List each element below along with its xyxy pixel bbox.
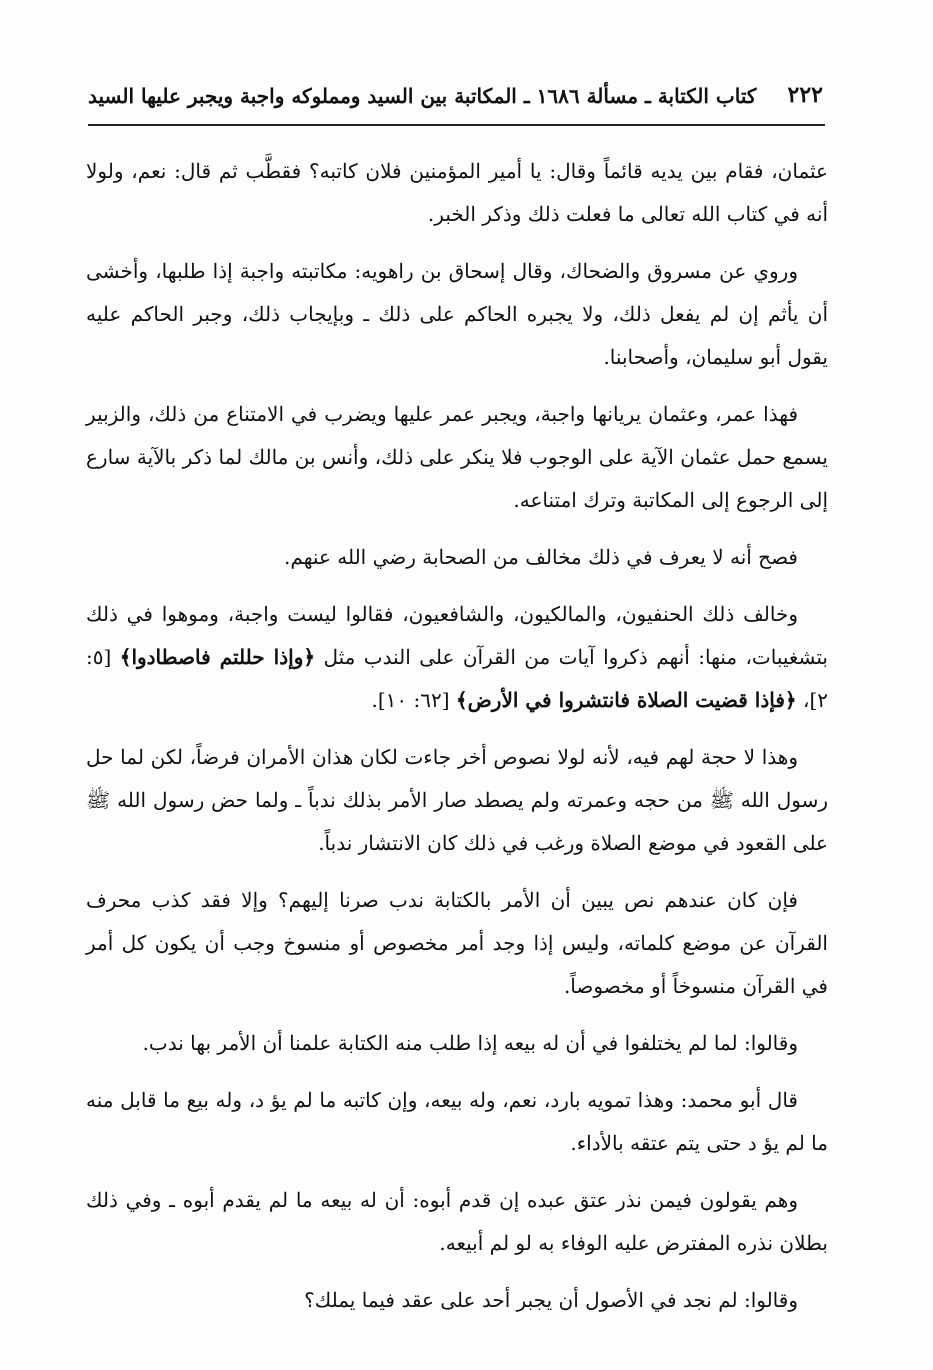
page-number: ٢٢٢	[787, 82, 823, 108]
verse-ref-1: [٥: ٢]،	[86, 645, 828, 712]
paragraph-3: فهذا عمر، وعثمان يريانها واجبة، ويجبر عمر عليها ويضرب في الامتناع من ذلك، والزبير يسمع حمل عثمان الآية على الوجوب فلا ينكر على ذلك، وأنس بن مالك لما ذكر بالآية سارع إلى الرجوع إلى المكاتبة وترك امتناعه.	[86, 402, 828, 512]
page-body	[86, 150, 828, 1336]
paragraph-7: فإن كان عندهم نص يبين أن الأمر بالكتابة ندب صرنا إليهم؟ وإلا فقد كذب محرف القرآن عن موضع كلماته، وليس إذا وجد أمر مخصوص أو منسوخ وجب أن يكون كل أمر في القرآن منسوخاً أو مخصوصاً.	[86, 888, 828, 998]
paragraph-4: فصح أنه لا يعرف في ذلك مخالف من الصحابة رضي الله عنهم.	[284, 545, 798, 569]
paragraph-1: عثمان، فقام بين يديه قائماً وقال: يا أمير المؤمنين فلان كاتبه؟ فقطَّب ثم قال: نعم، ولولا أنه في كتاب الله تعالى ما فعلت ذلك وذكر الخبر.	[86, 159, 828, 226]
paragraph-11: وقالوا: لم نجد في الأصول أن يجبر أحد على عقد فيما يملك؟	[304, 1288, 798, 1312]
paragraph-9: قال أبو محمد: وهذا تمويه بارد، نعم، وله بيعه، وإن كاتبه ما لم يؤ د، وله بيع ما قابل منه ما لم يؤ د حتى يتم عتقه بالأداء.	[86, 1088, 828, 1155]
paragraph-10: وهم يقولون فيمن نذر عتق عبده إن قدم أبوه: أن له بيعه ما لم يقدم أبوه ـ وفي ذلك بطلان نذره المفترض عليه الوفاء به لو لم أبيعه.	[86, 1188, 828, 1255]
paragraph-5	[86, 593, 828, 722]
quran-verse-1: ﴿وإذا حللتم فاصطادوا﴾	[119, 645, 316, 669]
paragraph-2: وروي عن مسروق والضحاك، وقال إسحاق بن راهويه: مكاتبته واجبة إذا طلبها، وأخشى أن يأثم إن لم يفعل ذلك، ولا يجبره الحاكم على ذلك ـ وبإيجاب ذلك، وجبر الحاكم عليه يقول أبو سليمان، وأصحابنا.	[86, 259, 828, 369]
verse-ref-2: [٦٢: ١٠].	[371, 688, 456, 712]
running-title: كتاب الكتابة ـ مسألة ١٦٨٦ ـ المكاتبة بين السيد ومملوكه واجبة ويجبر عليها السيد	[88, 84, 757, 108]
header-divider	[88, 124, 825, 126]
paragraph-8: وقالوا: لما لم يختلفوا في أن له بيعه إذا طلب منه الكتابة علمنا أن الأمر بها ندب.	[142, 1031, 798, 1055]
paragraph-6: وهذا لا حجة لهم فيه، لأنه لولا نصوص أخر جاءت لكان هذان الأمران فرضاً، لكن لما حل رسول الله ﷺ من حجه وعمرته ولم يصطد صار الأمر بذلك ندباً ـ ولما حض رسول الله ﷺ على القعود في موضع الصلاة ورغب في ذلك كان الانتشار ندباً.	[86, 745, 828, 855]
paragraph-5-text: وخالف ذلك الحنفيون، والمالكيون، والشافعيون، فقالوا ليست واجبة، وموهوا في ذلك بتشغيبات، منها: أنهم ذكروا آيات من القرآن على الندب مثل	[86, 602, 828, 669]
quran-verse-2: ﴿فإذا قضيت الصلاة فانتشروا في الأرض﴾	[455, 688, 797, 712]
page-header	[88, 82, 825, 118]
